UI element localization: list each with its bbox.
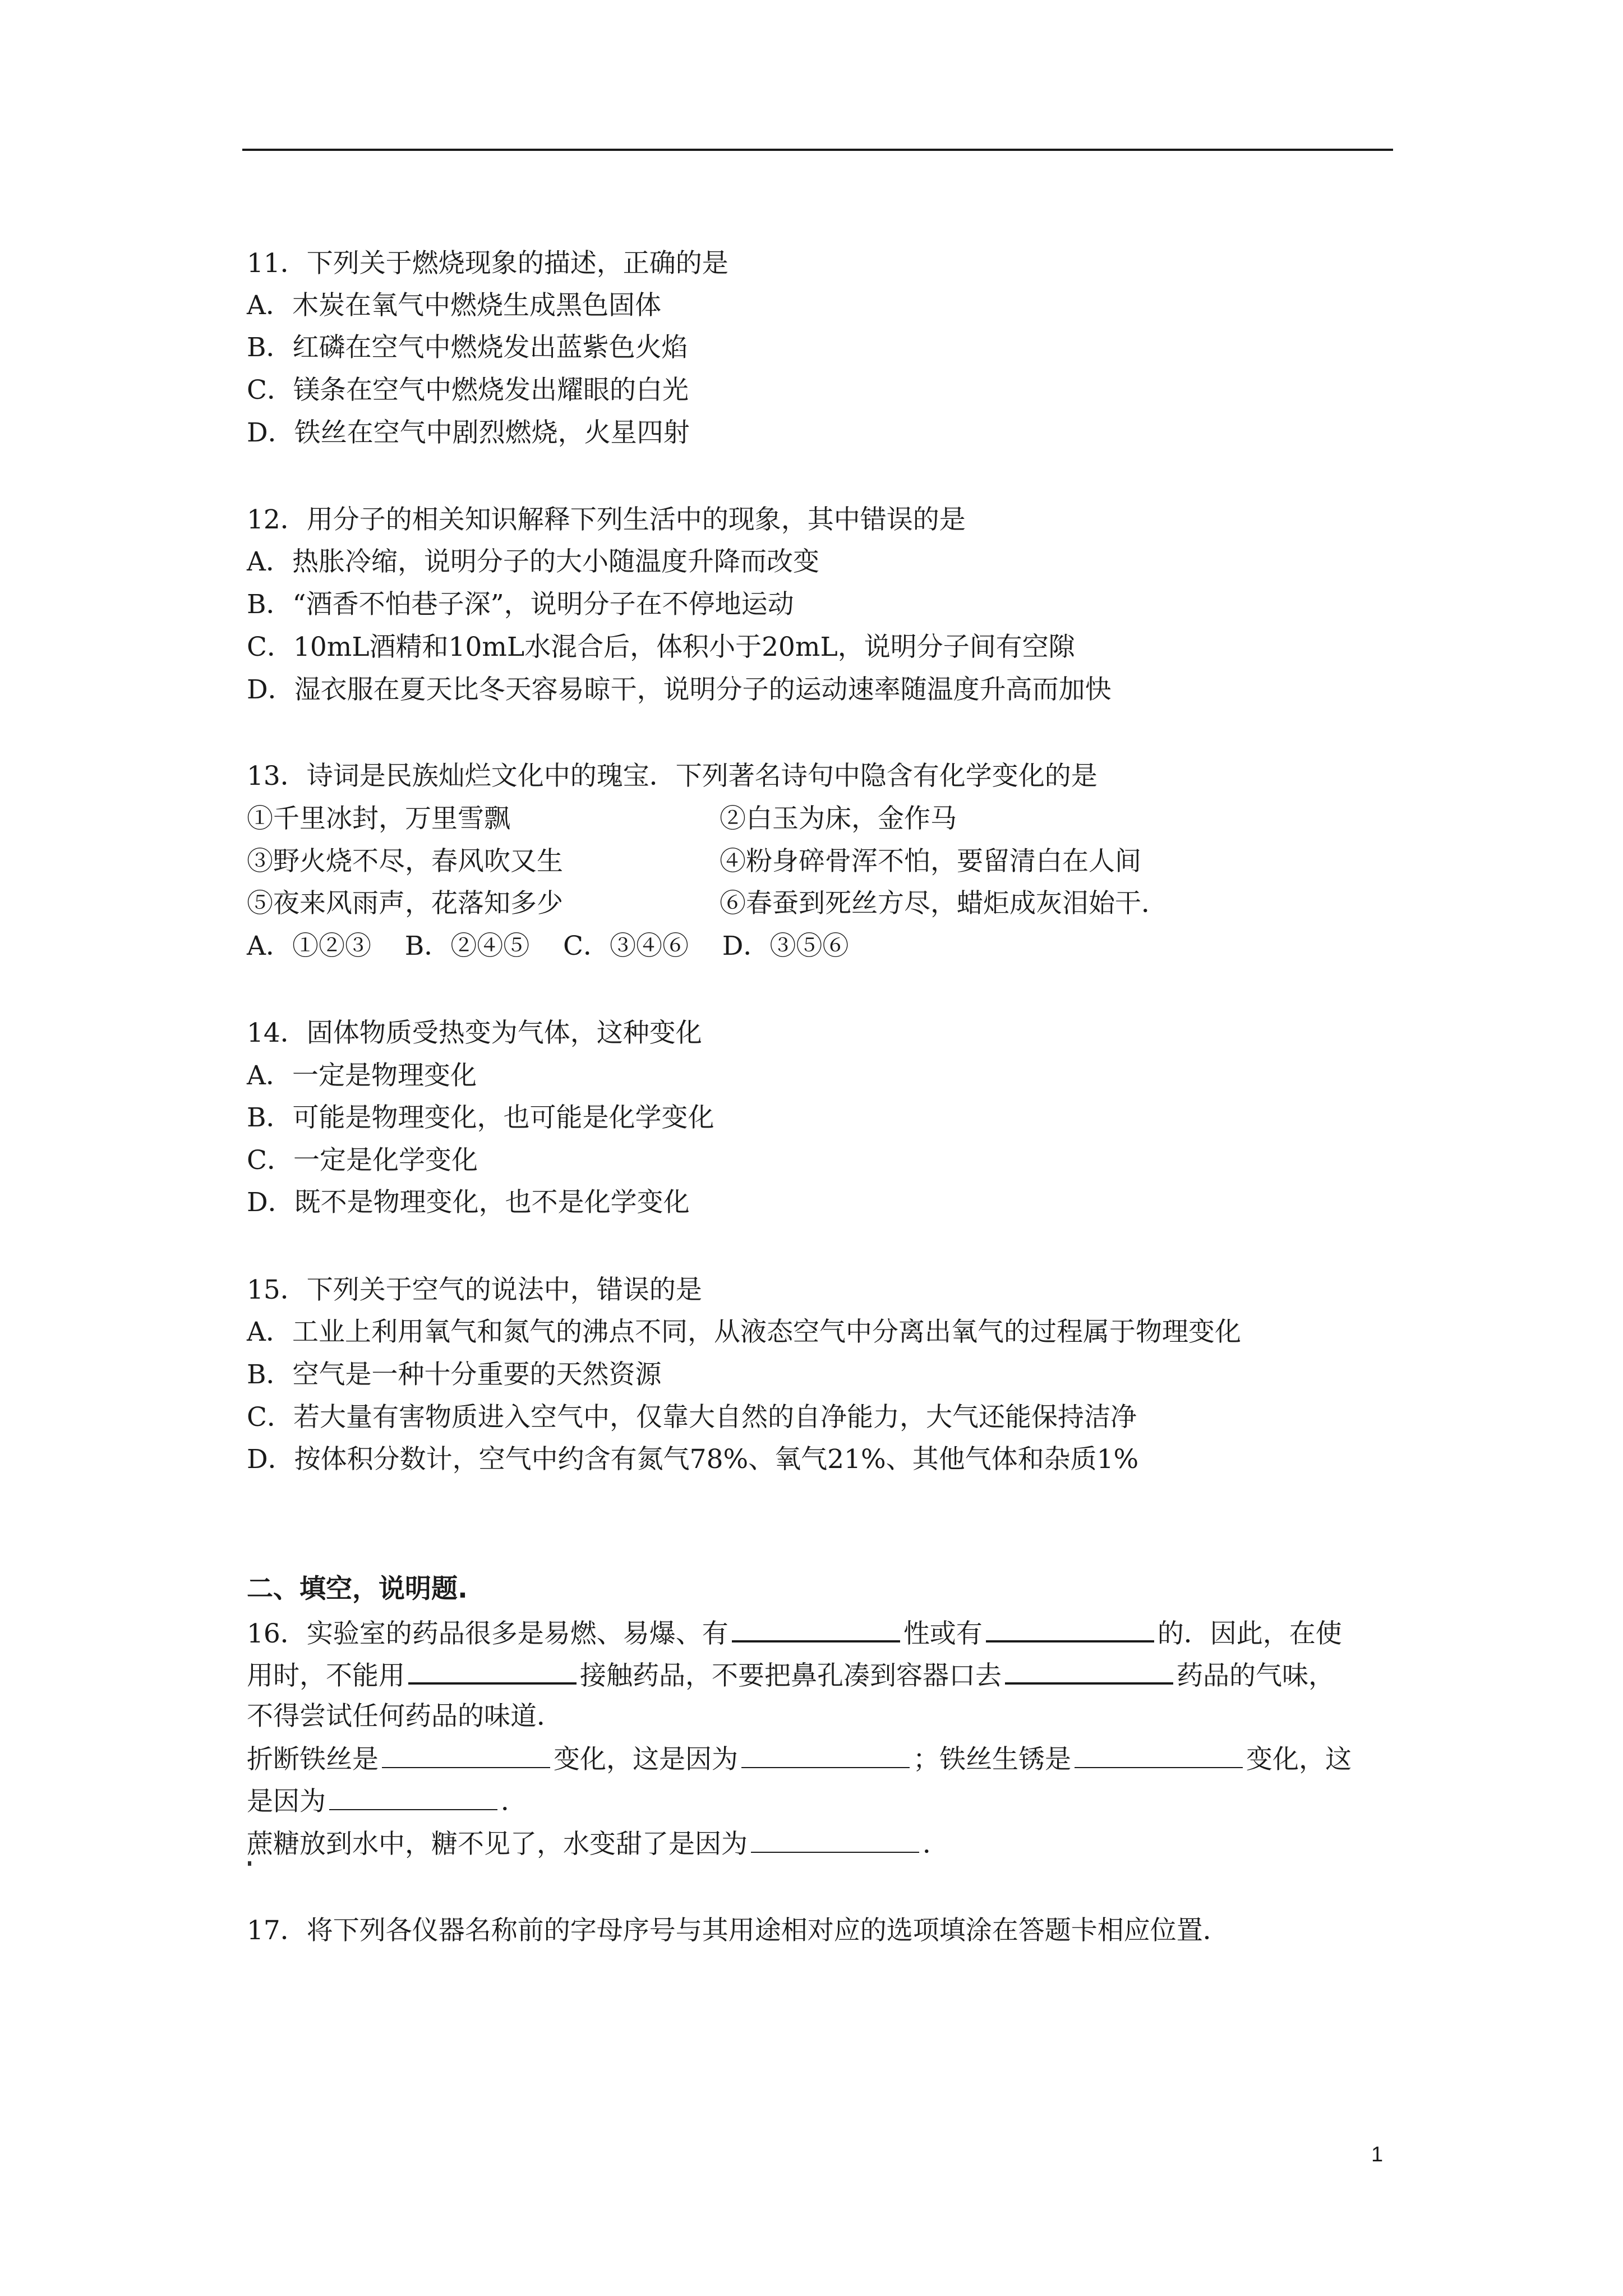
q13-poem-2: ②白玉为床，金作马 xyxy=(720,803,957,834)
q16-line-4: 折断铁丝是 变化，这是因为 ；铁丝生锈是 变化，这 xyxy=(247,1742,1352,1777)
q12-stem: 12．用分子的相关知识解释下列生活中的现象，其中错误的是 xyxy=(247,504,966,535)
q14-stem: 14．固体物质受热变为气体，这种变化 xyxy=(247,1018,702,1048)
q12-option-a: A．热胀冷缩，说明分子的大小随温度升降而改变 xyxy=(247,546,819,577)
q16-line-3: 不得尝试任何药品的味道． xyxy=(247,1701,563,1732)
q15-option-b: B．空气是一种十分重要的天然资源 xyxy=(247,1359,662,1390)
q15-option-c: C．若大量有害物质进入空气中，仅靠大自然的自净能力，大气还能保持洁净 xyxy=(247,1402,1137,1433)
fill-blank[interactable] xyxy=(732,1616,900,1642)
q11-option-c: C．镁条在空气中燃烧发出耀眼的白光 xyxy=(247,375,689,406)
fill-blank[interactable] xyxy=(329,1784,497,1810)
q16-line-1: 16．实验室的药品很多是易燃、易爆、有 性或有 的．因此，在使 xyxy=(247,1616,1342,1651)
page-number: 1 xyxy=(1371,2143,1384,2166)
header-rule xyxy=(242,149,1393,151)
fill-blank[interactable] xyxy=(382,1742,550,1768)
fill-blank[interactable] xyxy=(751,1827,919,1853)
q14-option-c: C．一定是化学变化 xyxy=(247,1145,478,1176)
q16-line-6: 蔗糖放到水中，糖不见了，水变甜了是因为 ． xyxy=(247,1827,949,1861)
q12-option-d: D．湿衣服在夏天比冬天容易晾干，说明分子的运动速率随温度升高而加快 xyxy=(247,674,1112,705)
q12-option-c: C．10mL酒精和10mL水混合后，体积小于20mL，说明分子间有空隙 xyxy=(247,632,1075,662)
q13-stem: 13．诗词是民族灿烂文化中的瑰宝．下列著名诗句中隐含有化学变化的是 xyxy=(247,761,1098,792)
fill-blank[interactable] xyxy=(741,1742,910,1768)
q16-line-2: 用时，不能用 接触药品，不要把鼻孔凑到容器口去 药品的气味， xyxy=(247,1658,1335,1693)
q15-stem: 15．下列关于空气的说法中，错误的是 xyxy=(247,1274,702,1305)
q11-option-b: B．红磷在空气中燃烧发出蓝紫色火焰 xyxy=(247,332,688,363)
q14-option-d: D．既不是物理变化，也不是化学变化 xyxy=(247,1187,690,1218)
q14-option-b: B．可能是物理变化，也可能是化学变化 xyxy=(247,1102,714,1133)
fill-blank[interactable] xyxy=(1075,1742,1243,1768)
fill-blank[interactable] xyxy=(408,1658,577,1685)
q15-option-a: A．工业上利用氧气和氮气的沸点不同，从液态空气中分离出氧气的过程属于物理变化 xyxy=(247,1317,1241,1347)
q12-option-b: B．“酒香不怕巷子深”，说明分子在不停地运动 xyxy=(247,589,794,620)
q15-option-d: D．按体积分数计，空气中约含有氮气78%、氧气21%、其他气体和杂质1% xyxy=(247,1444,1139,1475)
section-2-title: 二、填空，说明题. xyxy=(247,1573,468,1604)
q11-option-d: D．铁丝在空气中剧烈燃烧，火星四射 xyxy=(247,417,690,448)
fill-blank[interactable] xyxy=(1005,1658,1173,1685)
q13-poem-1: ①千里冰封，万里雪飘 xyxy=(247,803,510,834)
q13-choices: A．①②③ B．②④⑤ C．③④⑥ D．③⑤⑥ xyxy=(247,931,849,961)
q13-poem-3: ③野火烧不尽，春风吹又生 xyxy=(247,846,563,877)
q16-line-5: 是因为 ． xyxy=(247,1784,527,1819)
scan-speck xyxy=(248,1861,251,1866)
q11-option-a: A．木炭在氧气中燃烧生成黑色固体 xyxy=(247,290,661,321)
fill-blank[interactable] xyxy=(986,1616,1154,1642)
q13-poem-6: ⑥春蚕到死丝方尽，蜡炬成灰泪始干． xyxy=(720,888,1168,919)
q13-poem-5: ⑤夜来风雨声，花落知多少 xyxy=(247,888,563,919)
q11-stem: 11．下列关于燃烧现象的描述，正确的是 xyxy=(247,248,728,279)
q17-stem: 17．将下列各仪器名称前的字母序号与其用途相对应的选项填涂在答题卡相应位置． xyxy=(247,1915,1229,1946)
q14-option-a: A．一定是物理变化 xyxy=(247,1060,477,1091)
q13-poem-4: ④粉身碎骨浑不怕，要留清白在人间 xyxy=(720,846,1141,877)
